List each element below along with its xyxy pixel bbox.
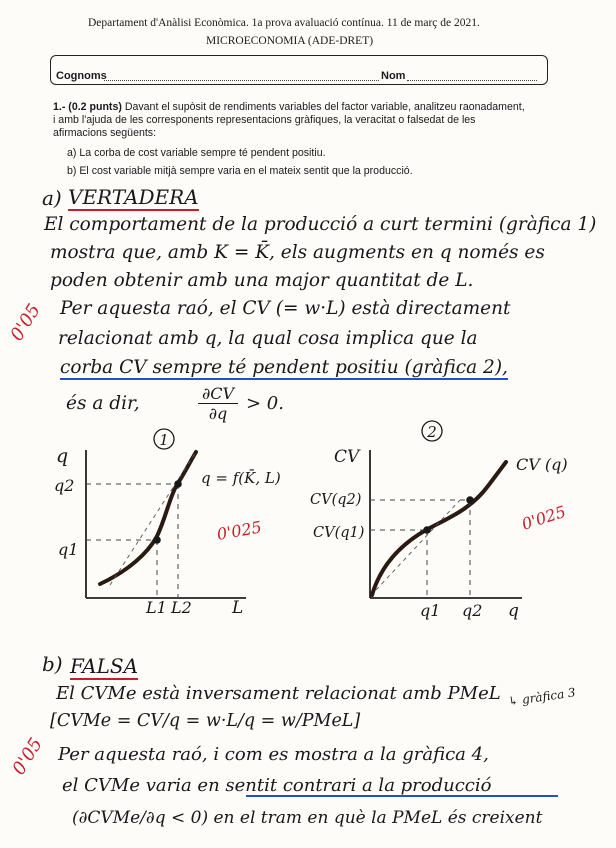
answer-a-label: a) — [42, 186, 62, 210]
answer-a-line-7: és a dir, — [66, 393, 140, 414]
graph-1-curve-label: q = f(K̄, L) — [201, 469, 281, 487]
answer-a-verdict: VERTADERA — [68, 185, 199, 209]
derivative-denominator: ∂q — [208, 404, 228, 423]
grade-mark-a: 0'05 — [6, 300, 45, 345]
answer-a-line-1: El comportament de la producció a curt termini (gràfica 1) — [44, 214, 597, 235]
statement-a: a) La corba de cost variable sempre té pendent positiu. — [67, 147, 326, 159]
answer-b-underline — [246, 795, 558, 797]
graph-1-tick-l2: L2 — [171, 598, 192, 617]
header-line: Departament d'Anàlisi Econòmica. 1a prova avaluació contínua. 11 de març de 2021. — [88, 17, 480, 29]
graph-2-point-2 — [466, 496, 474, 504]
answer-b-line-4: (∂CVMe/∂q < 0) en el tram en què la PMeL és creixent — [72, 808, 543, 828]
answer-a-line-4: Per aquesta raó, el CV (= w·L) està directament — [60, 298, 511, 319]
graph-2-point-1 — [423, 526, 431, 534]
question-number: 1.- (0.2 punts) — [53, 101, 122, 113]
answer-b-label: b) — [42, 652, 63, 676]
subject-title: MICROECONOMIA (ADE-DRET) — [206, 35, 374, 47]
graph-2-cost-curve — [372, 462, 506, 595]
graph-1-tick-q1: q1 — [58, 540, 79, 559]
graph-1-point-1 — [153, 536, 161, 544]
answer-a-line-6: corba CV sempre té pendent positiu (gràfica 2), — [60, 357, 508, 378]
graph-1-production-curve — [100, 452, 196, 584]
answer-a-line-2: mostra que, amb K = K̄, els augments en q només es — [50, 242, 545, 263]
answer-b-line-1: El CVMe està inversament relacionat amb PMeL — [56, 683, 501, 704]
graph-1 — [54, 429, 281, 618]
graph-1-number: 1 — [159, 431, 169, 449]
answer-b-formula: [CVMe = CV/q = w·L/q = w/PMeL] — [50, 711, 361, 731]
graph-1-tick-l1: L1 — [146, 598, 167, 617]
graph-2 — [310, 421, 568, 621]
graph-2-tick-cvq2: CV(q2) — [310, 492, 362, 508]
graph-2-tick-cvq1: CV(q1) — [313, 525, 365, 541]
graph-2-curve-label: CV (q) — [516, 455, 568, 474]
graph-1-y-axis-label: q — [56, 445, 69, 467]
graph-2-y-axis-label: CV — [334, 447, 360, 467]
graph-2-number: 2 — [427, 423, 437, 441]
answer-a-line-3: poden obtenir amb una major quantitat de L. — [50, 270, 474, 291]
graph-2-tick-q2: q2 — [462, 601, 483, 620]
graph-1-point-2 — [174, 480, 182, 488]
graph-1-grade: 0'025 — [215, 517, 264, 544]
question-text-3: afirmacions següents: — [53, 127, 157, 139]
answer-a-line-5: relacionat amb q, la qual cosa implica que la — [58, 328, 478, 349]
statement-b: b) El cost variable mitjà sempre varia en el mateix sentit que la producció. — [67, 165, 413, 177]
answer-b-line-3: el CVMe varia en sentit contrari a la producció — [62, 775, 492, 796]
graph-1-tick-q2: q2 — [54, 476, 75, 495]
graph-1-x-axis-label: L — [232, 598, 244, 618]
graph-2-x-axis-label: q — [508, 601, 519, 621]
answer-b-side-note: ↳ gràfica 3 — [507, 685, 577, 709]
derivative-relation: > 0. — [246, 393, 284, 414]
name-label: Nom — [381, 70, 406, 82]
grade-mark-b: 0'05 — [8, 734, 47, 779]
answer-b-verdict: FALSA — [70, 654, 139, 678]
question-text-1: Davant el supòsit de rendiments variables del factor variable, analitzeu raonadament, — [124, 101, 525, 113]
graph-2-tangent — [376, 500, 460, 590]
question-text-2: i amb l'ajuda de les corresponents representacions gràfiques, la veracitat o falsedat de les — [53, 114, 476, 126]
answer-b-line-2: Per aquesta raó, i com es mostra a la gràfica 4, — [58, 744, 489, 765]
graph-2-grade: 0'025 — [519, 501, 569, 534]
graph-2-tick-q1: q1 — [420, 601, 441, 620]
surname-label: Cognoms — [56, 70, 107, 82]
derivative-numerator: ∂CV — [198, 384, 238, 404]
